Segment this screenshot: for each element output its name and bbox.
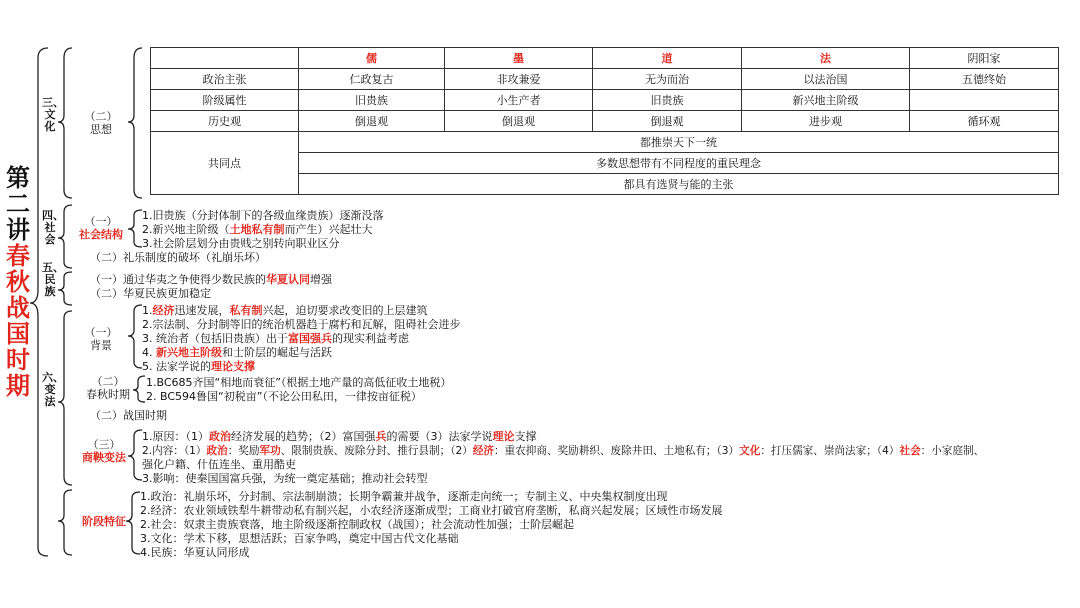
common-item: 都推崇天下一统 xyxy=(299,132,1059,153)
text-span: 2.新兴地主阶级（ xyxy=(142,223,230,236)
text-span: 的需要（3）法家学说 xyxy=(386,430,493,443)
reform-sy-label xyxy=(76,438,132,464)
text-span: 5. 法家学说的 xyxy=(142,360,211,373)
reform-sy-num: （三） xyxy=(87,438,121,451)
table-cell: 五德终始 xyxy=(910,69,1059,90)
text-span: 而产生）兴起壮大 xyxy=(284,223,373,236)
topic-title: 春秋战国时期 xyxy=(6,242,30,400)
table-cell: 仁政复古 xyxy=(299,69,445,90)
ideas-header-mo: 墨 xyxy=(445,48,593,69)
row-label: 历史观 xyxy=(151,111,299,132)
table-row xyxy=(151,90,1059,111)
features-item-5: 4.民族：华夏认同形成 xyxy=(140,546,250,559)
text-span: （一）通过华夷之争使得少数民族的 xyxy=(90,273,266,286)
reform-sy-item-3: 3.影响：使秦国国富兵强，为统一奠定基础；推动社会转型 xyxy=(142,472,428,485)
row-label: 阶级属性 xyxy=(151,90,299,111)
highlight-span: 私有制 xyxy=(229,304,263,317)
row-label: 政治主张 xyxy=(151,69,299,90)
main-title xyxy=(2,165,34,399)
text-span: 的现实利益考虑 xyxy=(332,332,409,345)
features-label: 阶段特征 xyxy=(82,515,126,528)
highlight-span: 兵 xyxy=(375,430,387,443)
society-sub1 xyxy=(76,215,126,241)
highlight-span: 政治 xyxy=(206,445,228,457)
ideas-header-fa: 法 xyxy=(742,48,910,69)
reform-cq-title: 春秋时期 xyxy=(86,388,130,401)
common-label: 共同点 xyxy=(151,132,299,195)
table-cell: 倒退观 xyxy=(593,111,742,132)
common-item: 都具有选贤与能的主张 xyxy=(299,174,1059,195)
reform-bg-title: 背景 xyxy=(90,339,112,352)
ideas-header-dao: 道 xyxy=(593,48,742,69)
society-sub1-title: 社会结构 xyxy=(79,228,123,241)
table-cell: 新兴地主阶级 xyxy=(742,90,910,111)
lecture-title: 第二讲 xyxy=(6,164,30,244)
text-span: ：奖励 xyxy=(227,445,260,457)
society-sub2: （二）礼乐制度的破坏（礼崩乐坏） xyxy=(90,251,266,264)
text-span: 、限制贵族、废除分封、推行县制；（2） xyxy=(280,445,473,457)
reform-cq-item-2: 2. BC594鲁国“初税亩”（不论公田私田，一律按亩征税） xyxy=(146,390,422,403)
highlight-span: 政治 xyxy=(209,430,231,443)
reform-bg-item-2: 2.宗法制、分封制等旧的统治机器趋于腐朽和瓦解，阻碍社会进步 xyxy=(142,318,461,331)
highlight-span: 土地私有制 xyxy=(229,223,285,236)
features-item-4: 3.文化：学术下移，思想活跃；百家争鸣，奠定中国古代文化基础 xyxy=(140,532,459,545)
reform-bg-item-1 xyxy=(142,304,428,318)
text-span: 支撑 xyxy=(514,430,537,443)
common-item: 多数思想带有不同程度的重民理念 xyxy=(299,153,1059,174)
text-span: ：重农抑商、奖励耕织、废除井田、土地私有；（3） xyxy=(494,445,740,457)
table-cell: 无为而治 xyxy=(593,69,742,90)
table-cell: 旧贵族 xyxy=(299,90,445,111)
reform-sy-item-1 xyxy=(142,430,537,444)
table-row xyxy=(151,111,1059,132)
highlight-span: 理论 xyxy=(492,430,515,443)
text-span: 1. xyxy=(142,304,153,317)
highlight-span: 华夏认同 xyxy=(266,273,310,286)
table-cell: 循环观 xyxy=(910,111,1059,132)
text-span: 增强 xyxy=(310,273,332,286)
highlight-span: 经济 xyxy=(152,304,175,317)
table-cell: 倒退观 xyxy=(445,111,593,132)
table-cell: 以法治国 xyxy=(742,69,910,90)
reform-bg-item-3 xyxy=(142,332,409,346)
text-span: ：小家庭制、 xyxy=(920,445,985,457)
features-item-1: 1.政治：礼崩乐坏，分封制、宗法制崩溃；长期争霸兼并战争，逐渐走向统一；专制主义、中央集权制度出现 xyxy=(140,490,668,503)
reform-cq-item-1: 1.BC685齐国“相地而衰征”（根据土地产量的高低征收土地税） xyxy=(146,376,452,389)
table-row xyxy=(151,69,1059,90)
features-item-3: 2.社会：奴隶主贵族衰落，地主阶级逐渐控制政权（战国）；社会流动性加强；士阶层崛起 xyxy=(140,518,574,531)
section-nation-label: 五、民族 xyxy=(42,261,64,298)
nation-line-2: （二）华夏民族更加稳定 xyxy=(90,287,211,300)
table-cell: 倒退观 xyxy=(299,111,445,132)
society-item-1: 1.旧贵族（分封体制下的各级血缘贵族）逐渐没落 xyxy=(142,209,384,222)
text-span: ：打压儒家、崇尚法家；（4） xyxy=(760,445,900,457)
table-cell: 非攻兼爱 xyxy=(445,69,593,90)
highlight-span: 理论支撑 xyxy=(211,360,255,373)
text-span: 迅速发展， xyxy=(174,304,230,317)
culture-sub-label: （二）思想 xyxy=(84,110,118,136)
nation-line-1 xyxy=(90,273,332,287)
ideas-header-ru: 儒 xyxy=(299,48,445,69)
reform-sy-title: 商鞅变法 xyxy=(82,451,126,464)
table-cell: 进步观 xyxy=(742,111,910,132)
highlight-span: 文化 xyxy=(739,445,761,457)
section-culture-label: 三、文化 xyxy=(42,96,64,133)
text-span: 经济发展的趋势；（2）富国强 xyxy=(231,430,376,443)
ideas-table xyxy=(150,47,1059,195)
highlight-span: 社会 xyxy=(899,445,921,457)
reform-bg-label xyxy=(84,326,118,352)
text-span: 1.原因：（1） xyxy=(142,430,209,443)
highlight-span: 军功 xyxy=(259,445,281,457)
text-span: 2.内容：（1） xyxy=(142,445,207,457)
table-cell: 旧贵族 xyxy=(593,90,742,111)
reform-sy-item-2 xyxy=(142,444,984,458)
reform-bg-num: （一） xyxy=(84,326,118,339)
highlight-span: 新兴地主阶级 xyxy=(156,346,222,359)
reform-cq-num: （二） xyxy=(91,375,125,388)
highlight-span: 富国强兵 xyxy=(288,332,332,345)
ideas-header-corner xyxy=(151,48,299,69)
reform-bg-item-4 xyxy=(142,346,332,360)
table-cell: 小生产者 xyxy=(445,90,593,111)
society-item-2 xyxy=(142,223,373,237)
table-row xyxy=(151,132,1059,153)
text-span: 兴起，迫切要求改变旧的上层建筑 xyxy=(262,304,428,317)
section-reform-label: 六、变法 xyxy=(42,371,64,408)
ideas-header-row xyxy=(151,48,1059,69)
table-cell xyxy=(910,90,1059,111)
reform-cq-label xyxy=(80,375,136,401)
highlight-span: 经济 xyxy=(472,445,495,457)
reform-sy-item-2b: 强化户籍、什伍连坐、重用酷吏 xyxy=(142,458,296,471)
features-item-2: 2.经济：农业领域铁犁牛耕带动私有制兴起，小农经济逐渐成型；工商业打破官府垄断，私商兴起发展；区域性市场发展 xyxy=(140,504,723,517)
text-span: 4. xyxy=(142,346,156,359)
society-item-3: 3.社会阶层划分由贵贱之别转向职业区分 xyxy=(142,237,340,250)
text-span: 和士阶层的崛起与活跃 xyxy=(222,346,332,359)
reform-bg-item-5 xyxy=(142,360,255,374)
society-sub1-num: （一） xyxy=(84,215,118,228)
reform-zg: （二）战国时期 xyxy=(90,409,167,422)
text-span: 3. 统治者（包括旧贵族）出于 xyxy=(142,332,288,345)
section-society-label: 四、社会 xyxy=(42,209,64,246)
ideas-header-yinyang: 阴阳家 xyxy=(910,48,1059,69)
